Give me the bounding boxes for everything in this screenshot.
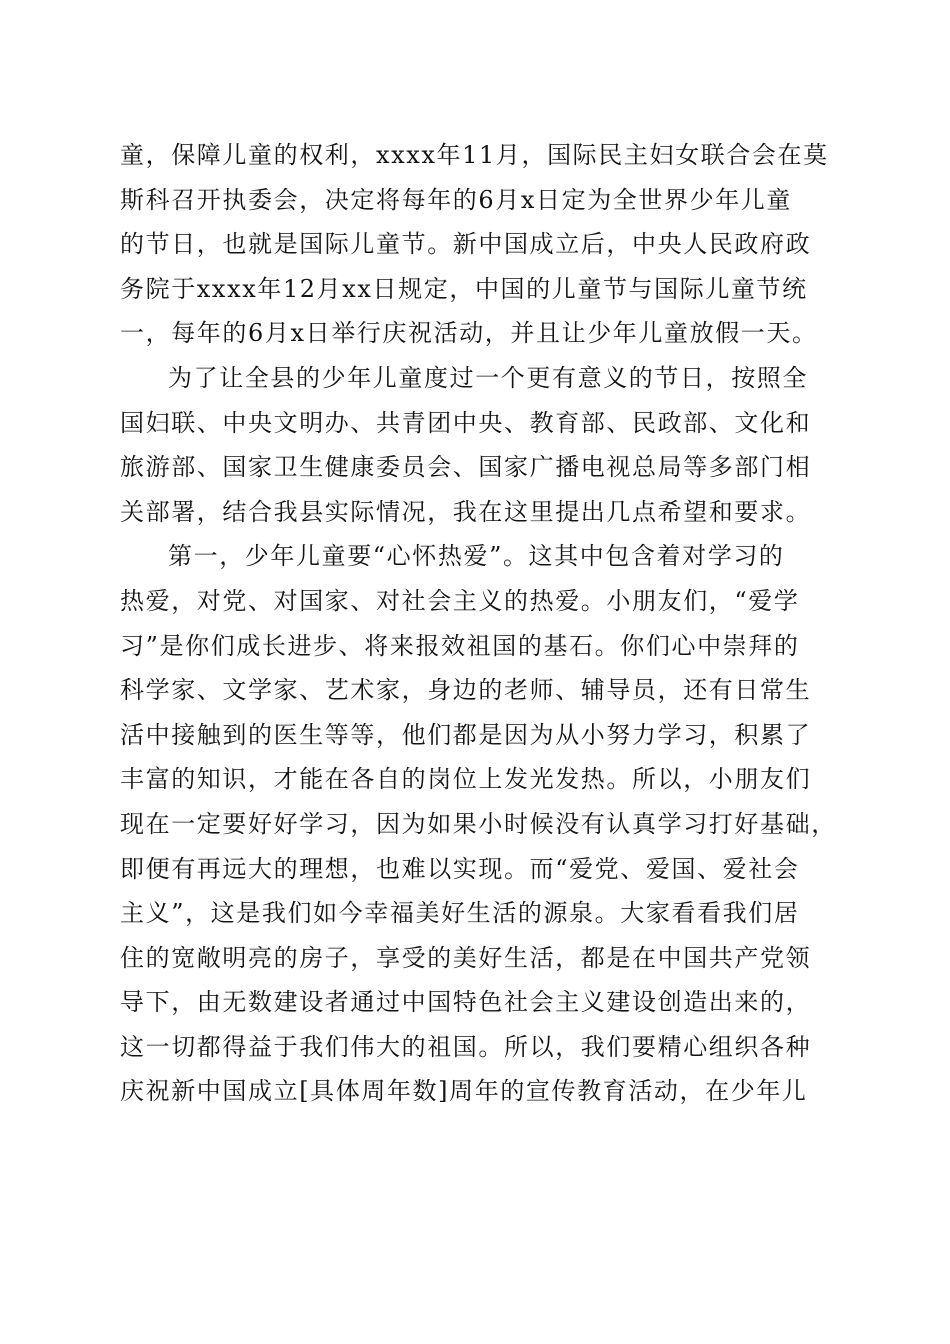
- text-line: 主义”，这是我们如今幸福美好生活的源泉。大家看看我们居: [120, 899, 800, 928]
- text-line: 导下，由无数建设者通过中国特色社会主义建设创造出来的，: [120, 988, 812, 1017]
- text-line: 庆祝新中国成立[具体周年数]周年的宣传教育活动，在少年儿: [120, 1077, 808, 1106]
- text-line: 这一切都得益于我们伟大的祖国。所以，我们要精心组织各种: [120, 1032, 812, 1061]
- text-line: 丰富的知识，才能在各自的岗位上发光发热。所以，小朋友们: [120, 765, 812, 794]
- text-line: 关部署，结合我县实际情况，我在这里提出几点希望和要求。: [120, 497, 812, 526]
- text-line: 国妇联、中央文明办、共青团中央、教育部、民政部、文化和: [120, 408, 812, 437]
- text-line: 旅游部、国家卫生健康委员会、国家广播电视总局等多部门相: [120, 453, 812, 482]
- body-text: [120, 133, 840, 1114]
- text-line: 即便有再远大的理想，也难以实现。而“爱党、爱国、爱社会: [120, 854, 800, 883]
- text-line: 斯科召开执委会，决定将每年的6月x日定为全世界少年儿童: [120, 185, 793, 214]
- text-line: 科学家、文学家、艺术家，身边的老师、辅导员，还有日常生: [120, 676, 812, 705]
- text-line: 习”是你们成长进步、将来报效祖国的基石。你们心中崇拜的: [120, 631, 800, 660]
- paragraph-start-line: 第一，少年儿童要“心怀热爱”。这其中包含着对学习的: [168, 542, 785, 571]
- text-line: 住的宽敞明亮的房子，享受的美好生活，都是在中国共产党领: [120, 943, 812, 972]
- text-line: 务院于xxxx年12月xx日规定，中国的儿童节与国际儿童节统: [120, 274, 808, 303]
- paragraph-start-line: 为了让全县的少年儿童度过一个更有意义的节日，按照全: [168, 363, 808, 392]
- text-line: 一，每年的6月x日举行庆祝活动，并且让少年儿童放假一天。: [120, 319, 818, 348]
- text-line: 的节日，也就是国际儿童节。新中国成立后，中央人民政府政: [120, 230, 812, 259]
- text-line: 现在一定要好好学习，因为如果小时候没有认真学习打好基础，: [120, 809, 837, 838]
- text-line: 童，保障儿童的权利，xxxx年11月，国际民主妇女联合会在莫: [120, 141, 829, 169]
- text-line: 活中接触到的医生等等，他们都是因为从小努力学习，积累了: [120, 720, 812, 749]
- text-line: 热爱，对党、对国家、对社会主义的热爱。小朋友们，“爱学: [120, 586, 800, 615]
